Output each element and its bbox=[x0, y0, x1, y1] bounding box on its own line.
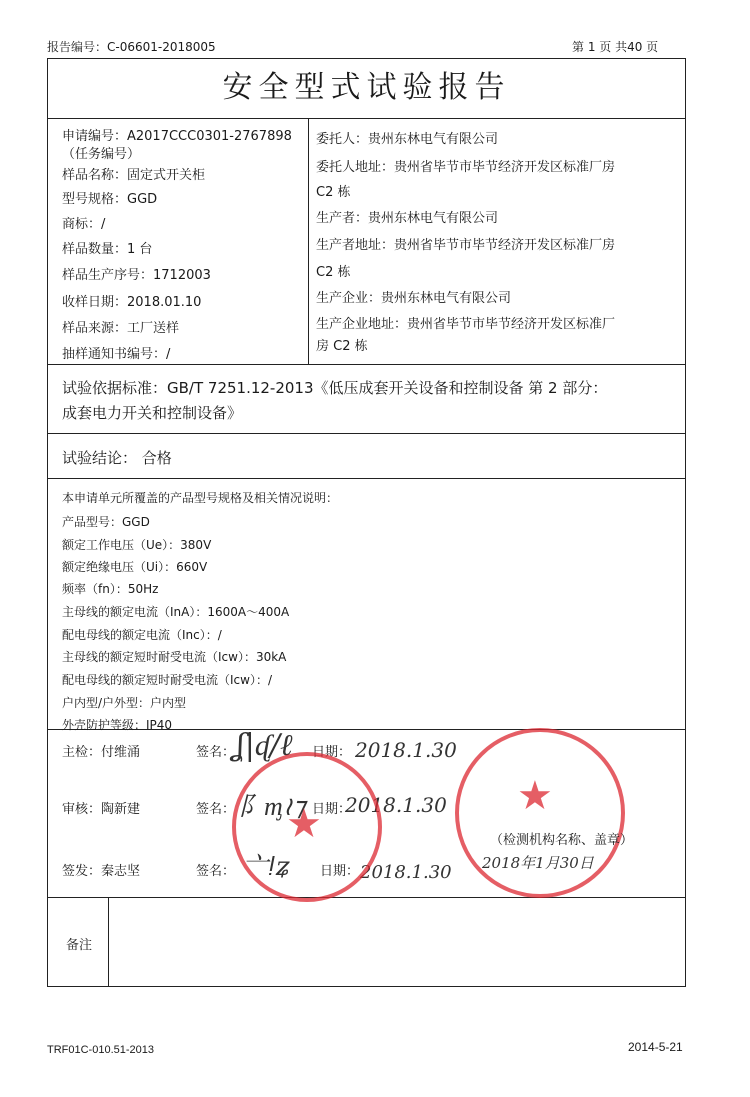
approver-date-label: 日期： bbox=[320, 864, 360, 879]
approver-signature: 亠ǃʑ bbox=[242, 852, 291, 882]
star-icon: ★ bbox=[517, 773, 553, 819]
manufacturer-address-cont: C2 栋 bbox=[316, 265, 351, 280]
detail-item: 主母线的额定电流（InA）：1600A～400A bbox=[62, 605, 290, 619]
inspector-label: 主检：付维涌 bbox=[62, 745, 141, 760]
inspector-signature: ʆ|ᶑ/ℓ bbox=[235, 728, 293, 763]
reviewer-sign-label: 签名： bbox=[196, 802, 236, 817]
sample-name: 样品名称：固定式开关柜 bbox=[62, 168, 206, 183]
manufacturer-address: 生产者地址：贵州省毕节市毕节经济开发区标准厂房 bbox=[316, 238, 616, 253]
report-title: 安全型式试验报告 bbox=[222, 70, 511, 105]
test-conclusion: 试验结论： 合格 bbox=[62, 449, 172, 467]
detail-item: 配电母线的额定电流（Inc）：/ bbox=[62, 628, 222, 642]
detail-item: 配电母线的额定短时耐受电流（Icw）：/ bbox=[62, 673, 272, 687]
factory-address-cont: 房 C2 栋 bbox=[316, 339, 368, 354]
details-intro: 本申请单元所覆盖的产品型号规格及相关情况说明： bbox=[62, 491, 339, 505]
production-number: 样品生产序号：1712003 bbox=[62, 268, 211, 283]
remarks-label: 备注 bbox=[66, 938, 93, 953]
approver-date: 2018.1.30 bbox=[360, 862, 452, 883]
star-icon: ★ bbox=[286, 801, 322, 847]
factory-address: 生产企业地址：贵州省毕节市毕节经济开发区标准厂 bbox=[316, 317, 616, 332]
sample-source: 样品来源：工厂送样 bbox=[62, 321, 180, 336]
reviewer-date-label: 日期： bbox=[312, 802, 352, 817]
detail-item: 额定绝缘电压（Ui）：660V bbox=[62, 560, 208, 574]
reviewer-label: 审核：陶新建 bbox=[62, 802, 141, 817]
divider bbox=[47, 478, 686, 479]
task-number: （任务编号） bbox=[62, 147, 141, 162]
quantity: 样品数量：1 台 bbox=[62, 242, 153, 257]
detail-item: 额定工作电压（Ue）：380V bbox=[62, 538, 212, 552]
divider bbox=[47, 364, 686, 365]
detail-item: 外壳防护等级：IP40 bbox=[62, 718, 173, 732]
client: 委托人：贵州东林电气有限公司 bbox=[316, 132, 499, 147]
client-address: 委托人地址：贵州省毕节市毕节经济开发区标准厂房 bbox=[316, 160, 616, 175]
version-date: 2014-5-21 bbox=[628, 1040, 683, 1054]
column-divider bbox=[308, 118, 309, 364]
model: 型号规格：GGD bbox=[62, 192, 158, 207]
inspection-institute-stamp bbox=[232, 752, 382, 902]
report-number: 报告编号：C-06601-2018005 bbox=[47, 40, 216, 54]
detail-item: 产品型号：GGD bbox=[62, 515, 150, 529]
remarks-divider bbox=[108, 897, 109, 987]
detail-item: 主母线的额定短时耐受电流（Icw）：30kA bbox=[62, 650, 287, 664]
application-number: 申请编号：A2017CCC0301-2767898 bbox=[62, 129, 292, 144]
detail-item: 户内型/户外型：户内型 bbox=[62, 696, 187, 710]
sampling-notice: 抽样通知书编号：/ bbox=[62, 347, 171, 362]
receipt-date: 收样日期：2018.01.10 bbox=[62, 295, 202, 310]
client-address-cont: C2 栋 bbox=[316, 185, 351, 200]
factory: 生产企业：贵州东林电气有限公司 bbox=[316, 291, 512, 306]
page-info: 第 1 页 共40 页 bbox=[572, 40, 659, 54]
approver-sign-label: 签名： bbox=[196, 864, 236, 879]
divider bbox=[47, 433, 686, 434]
form-code: TRF01C-010.51-2013 bbox=[47, 1044, 155, 1056]
manufacturer: 生产者：贵州东林电气有限公司 bbox=[316, 211, 499, 226]
inspector-sign-label: 签名： bbox=[196, 745, 236, 760]
detail-item: 频率（fn）：50Hz bbox=[62, 582, 159, 596]
trademark: 商标：/ bbox=[62, 217, 106, 232]
reviewer-signature: 阝ᶆ≀⁊ bbox=[238, 792, 306, 822]
divider bbox=[47, 118, 686, 119]
inspector-date-label: 日期： bbox=[312, 745, 352, 760]
reviewer-date: 2018.1.30 bbox=[345, 793, 447, 817]
test-standard: 试验依据标准：GB/T 7251.12-2013《低压成套开关设备和控制设备 第 2 部分： bbox=[62, 379, 608, 397]
stamp-caption: （检测机构名称、盖章） bbox=[490, 833, 634, 848]
inspector-date: 2018.1.30 bbox=[355, 738, 457, 762]
stamp-date: 2018年1月30日 bbox=[482, 854, 594, 872]
divider bbox=[47, 897, 686, 898]
approver-label: 签发：秦志坚 bbox=[62, 864, 141, 879]
test-standard-cont: 成套电力开关和控制设备》 bbox=[62, 404, 243, 422]
